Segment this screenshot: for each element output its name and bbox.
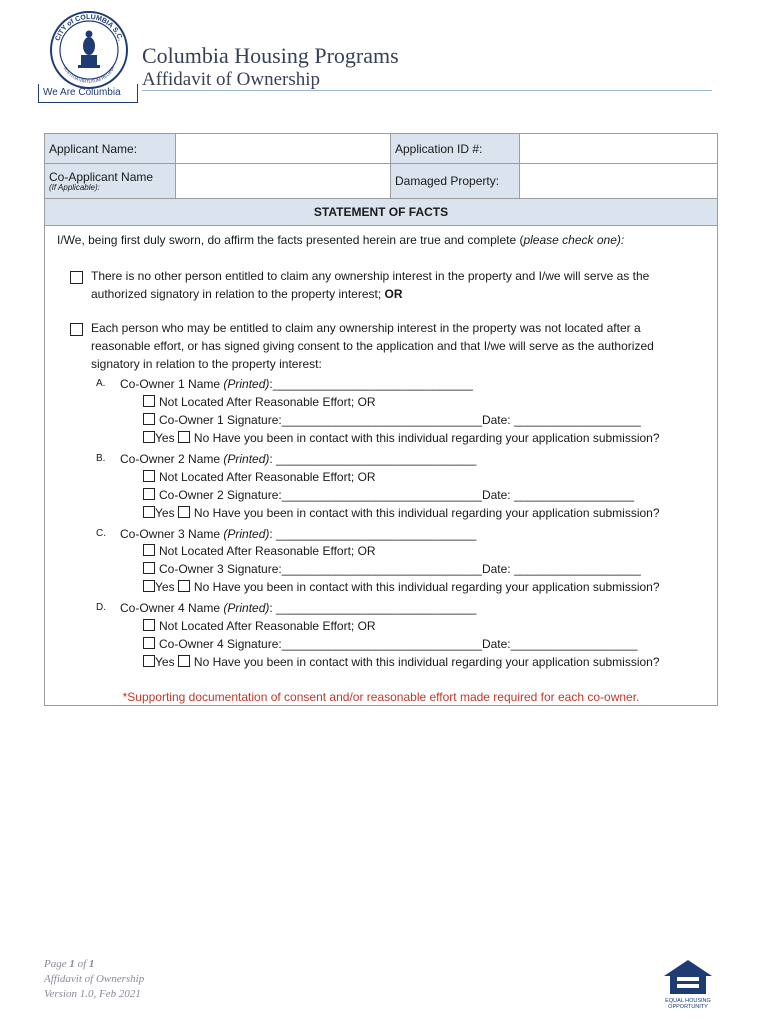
coowner2-question: Have you been in contact with this individual regarding your application submission? xyxy=(212,506,660,520)
coowner2-not-located-checkbox[interactable] xyxy=(143,470,155,482)
organization-title: Columbia Housing Programs xyxy=(142,43,399,68)
applicant-info-table xyxy=(44,133,718,199)
coowner4-not-located-checkbox[interactable] xyxy=(143,619,155,631)
coowner3-not-located-label: Not Located After Reasonable Effort; OR xyxy=(159,544,376,558)
page-prefix: Page xyxy=(44,958,67,970)
coowner2-name-blank[interactable]: : ______________________________ xyxy=(269,452,477,466)
coowner1-signature-checkbox[interactable] xyxy=(143,413,155,425)
coowner4-not-located-row xyxy=(143,619,376,633)
option1-line2-text: authorized signatory in relation to the property interest; xyxy=(91,287,382,301)
coowner2-not-located-label: Not Located After Reasonable Effort; OR xyxy=(159,470,376,484)
statement-heading: STATEMENT OF FACTS xyxy=(44,198,718,226)
coowner4-printed: (Printed) xyxy=(223,601,270,615)
coowner2-letter: B. xyxy=(96,453,106,464)
coowner3-no-label: No xyxy=(193,580,210,594)
coowner1-no-checkbox[interactable] xyxy=(178,431,190,443)
page-of: of xyxy=(77,958,87,970)
statement-intro xyxy=(57,233,624,247)
coowner1-name-blank[interactable]: :______________________________ xyxy=(269,377,473,391)
coowner1-not-located-label: Not Located After Reasonable Effort; OR xyxy=(159,395,376,409)
coowner2-signature-label[interactable]: Co-Owner 2 Signature:______________________________Date: __________________ xyxy=(159,488,635,502)
coowner1-name-line xyxy=(120,377,473,391)
coowner3-not-located-checkbox[interactable] xyxy=(143,544,155,556)
damaged-property-label: Damaged Property: xyxy=(391,164,520,199)
coowner2-signature-row xyxy=(143,488,634,502)
document-title: Affidavit of Ownership xyxy=(142,69,321,90)
coowner3-yes-checkbox[interactable] xyxy=(143,580,155,592)
damaged-property-field[interactable] xyxy=(520,164,718,199)
coowner3-question: Have you been in contact with this individual regarding your application submission? xyxy=(212,580,660,594)
coowner4-question: Have you been in contact with this individual regarding your application submission? xyxy=(212,655,660,669)
application-id-field[interactable] xyxy=(520,134,718,164)
coowner2-yes-label: Yes xyxy=(155,506,175,520)
coowner1-no-label: No xyxy=(193,431,210,445)
coowner3-letter: C. xyxy=(96,528,106,539)
coowner4-signature-checkbox[interactable] xyxy=(143,637,155,649)
application-id-label: Application ID #: xyxy=(391,134,520,164)
city-seal-logo xyxy=(44,10,134,90)
coowner4-yes-label: Yes xyxy=(155,655,175,669)
coowner2-no-label: No xyxy=(193,506,210,520)
coowner1-question: Have you been in contact with this individual regarding your application submission? xyxy=(212,431,660,445)
coowner3-contact-row xyxy=(143,580,660,594)
we-are-columbia-tagline: We Are Columbia xyxy=(38,84,138,103)
coowner3-name-line xyxy=(120,527,476,541)
page-number xyxy=(44,958,94,970)
coapplicant-name-field[interactable] xyxy=(176,164,391,199)
coowner1-signature-row xyxy=(143,413,641,427)
coowner2-no-checkbox[interactable] xyxy=(178,506,190,518)
coowner4-signature-row xyxy=(143,637,637,651)
option2-line2: reasonable effort, or has signed giving consent to the application and that I/we will serve as the authorized xyxy=(91,339,654,353)
coowner3-signature-checkbox[interactable] xyxy=(143,562,155,574)
coowner2-printed: (Printed) xyxy=(223,452,270,466)
page-total: 1 xyxy=(88,958,95,970)
intro-text: I/We, being first duly sworn, do affirm the facts presented herein are true and complete ( xyxy=(57,233,524,247)
coowner3-name-label: Co-Owner 3 Name xyxy=(120,527,221,541)
intro-emphasis: please check one): xyxy=(523,233,625,247)
coapplicant-name-label: Co-Applicant Name xyxy=(49,170,154,184)
option1-or: OR xyxy=(384,287,403,301)
coowner3-signature-row xyxy=(143,562,641,576)
coowner2-contact-row xyxy=(143,506,660,520)
coowner2-yes-checkbox[interactable] xyxy=(143,506,155,518)
coowner3-printed: (Printed) xyxy=(223,527,270,541)
coowner1-printed: (Printed) xyxy=(223,377,270,391)
header-divider xyxy=(142,90,712,91)
coowner3-signature-label[interactable]: Co-Owner 3 Signature:______________________________Date: ___________________ xyxy=(159,562,641,576)
coowner1-contact-row xyxy=(143,431,660,445)
coapplicant-note: (If Applicable): xyxy=(49,183,100,192)
seal-motto: JUSTITIA VIRTUTUM REGINA xyxy=(62,65,116,85)
coowner4-contact-row xyxy=(143,655,660,669)
option-other-owners-checkbox[interactable] xyxy=(70,323,83,336)
coowner2-signature-checkbox[interactable] xyxy=(143,488,155,500)
footer-doc-name: Affidavit of Ownership xyxy=(44,973,145,985)
coowner4-no-checkbox[interactable] xyxy=(178,655,190,667)
coowner4-name-blank[interactable]: : ______________________________ xyxy=(269,601,477,615)
coowner3-not-located-row xyxy=(143,544,376,558)
eho-line1: EQUAL HOUSING xyxy=(665,998,711,1004)
page-current: 1 xyxy=(69,958,75,970)
coowner4-name-line xyxy=(120,601,476,615)
applicant-name-field[interactable] xyxy=(176,134,391,164)
applicant-name-label: Applicant Name: xyxy=(45,134,176,164)
coowner4-signature-label[interactable]: Co-Owner 4 Signature:______________________________Date:___________________ xyxy=(159,637,638,651)
coowner1-yes-label: Yes xyxy=(155,431,175,445)
option2-line3: signatory in relation to the property interest: xyxy=(91,357,322,371)
coowner1-signature-label[interactable]: Co-Owner 1 Signature:______________________________Date: ___________________ xyxy=(159,413,641,427)
eho-line2: OPPORTUNITY xyxy=(668,1004,708,1010)
option-no-other-owner-checkbox[interactable] xyxy=(70,271,83,284)
coowner2-name-line xyxy=(120,452,476,466)
footer-version: Version 1.0, Feb 2021 xyxy=(44,988,141,1000)
seal-text: CITY of COLUMBIA S.C. xyxy=(54,13,124,42)
coowner4-letter: D. xyxy=(96,602,106,613)
option2-line1: Each person who may be entitled to claim any ownership interest in the property was not located after a xyxy=(91,321,641,335)
equal-housing-logo xyxy=(660,958,716,1016)
coowner1-not-located-row xyxy=(143,395,376,409)
coapplicant-name-cell xyxy=(45,164,176,199)
coowner1-yes-checkbox[interactable] xyxy=(143,431,155,443)
coowner2-not-located-row xyxy=(143,470,376,484)
option1-line1: There is no other person entitled to claim any ownership interest in the property and I/we will serve as the xyxy=(91,269,650,283)
coowner4-name-label: Co-Owner 4 Name xyxy=(120,601,221,615)
coowner1-letter: A. xyxy=(96,378,106,389)
coowner3-name-blank[interactable]: : ______________________________ xyxy=(269,527,477,541)
option1-line2 xyxy=(91,287,403,301)
coowner3-yes-label: Yes xyxy=(155,580,175,594)
coowner1-name-label: Co-Owner 1 Name xyxy=(120,377,221,391)
supporting-documentation-note: *Supporting documentation of consent and/or reasonable effort made required for each co-owner. xyxy=(122,690,640,704)
coowner4-not-located-label: Not Located After Reasonable Effort; OR xyxy=(159,619,376,633)
coowner4-no-label: No xyxy=(193,655,210,669)
coowner4-yes-checkbox[interactable] xyxy=(143,655,155,667)
coowner1-not-located-checkbox[interactable] xyxy=(143,395,155,407)
coowner3-no-checkbox[interactable] xyxy=(178,580,190,592)
coowner2-name-label: Co-Owner 2 Name xyxy=(120,452,221,466)
